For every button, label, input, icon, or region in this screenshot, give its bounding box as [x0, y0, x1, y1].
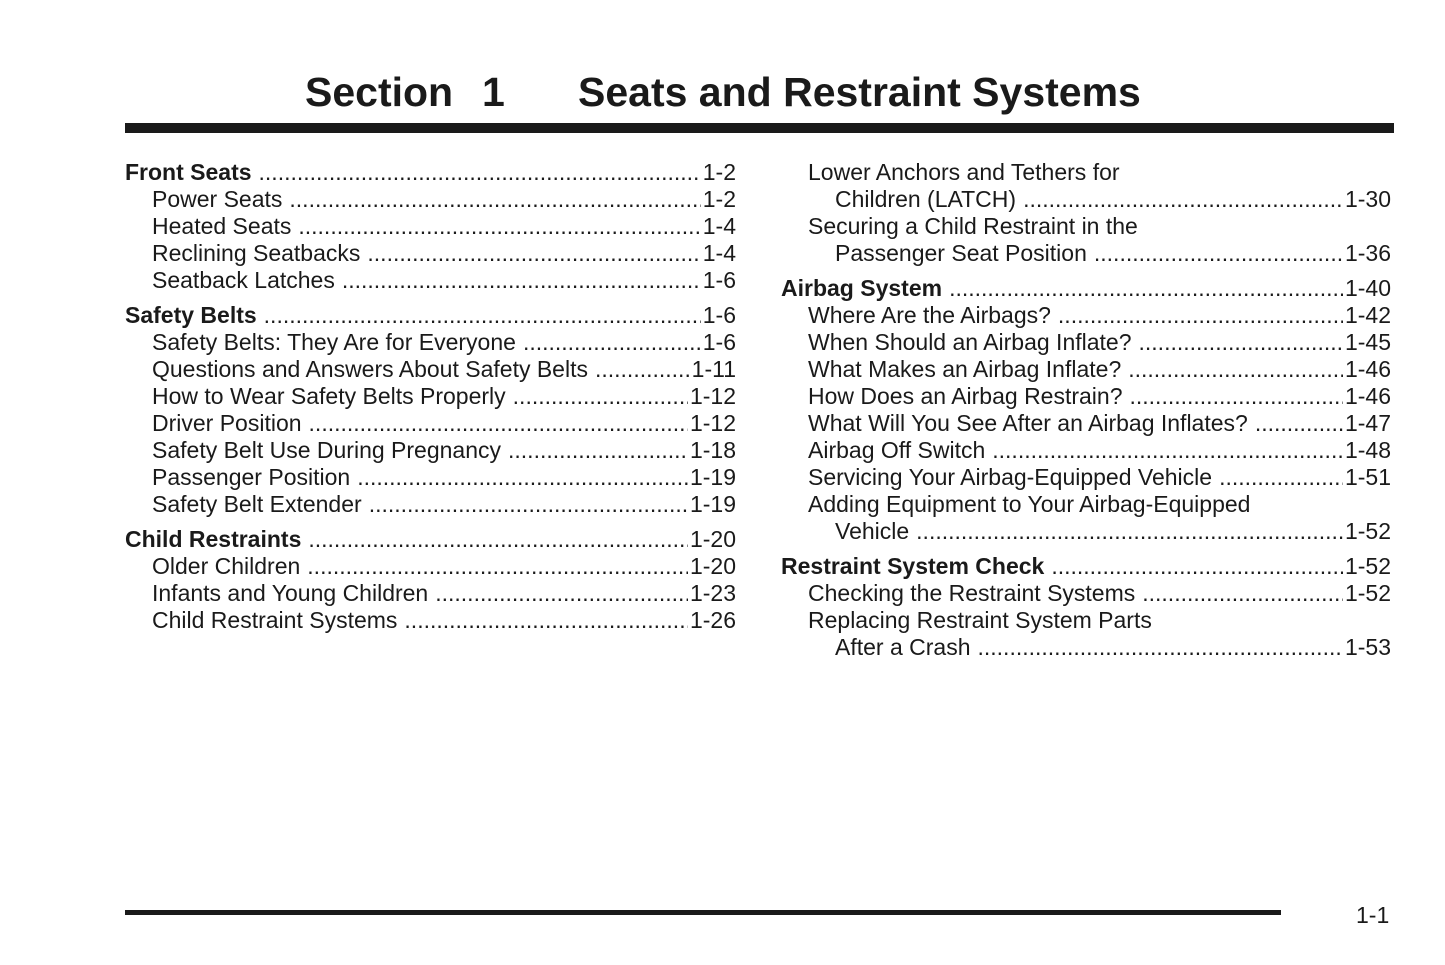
- toc-group-restraint-check: [781, 553, 1391, 661]
- toc-entry-infants[interactable]: Infants and Young Children ..... 1-23: [125, 580, 736, 607]
- toc-entry-latch-line1[interactable]: Lower Anchors and Tethers for: [808, 159, 1120, 185]
- toc-entry-front-seats[interactable]: Front Seats ..... 1-2: [125, 159, 736, 186]
- toc-entry-checking[interactable]: Checking the Restraint Systems ..... 1-52: [781, 580, 1391, 607]
- footer-rule: [125, 910, 1281, 915]
- toc-entry-pregnancy[interactable]: Safety Belt Use During Pregnancy ..... 1-18: [125, 437, 736, 464]
- section-label: Section: [305, 69, 454, 115]
- toc-entry-off-switch[interactable]: Airbag Off Switch ..... 1-48: [781, 437, 1391, 464]
- toc-entry-servicing[interactable]: Servicing Your Airbag-Equipped Vehicle ..... 1-51: [781, 464, 1391, 491]
- toc-entry-safety-belts-everyone[interactable]: Safety Belts: They Are for Everyone ..... 1-6: [125, 329, 736, 356]
- toc-entry-child-restraint-systems[interactable]: Child Restraint Systems ..... 1-26: [125, 607, 736, 634]
- page-number: 1-1: [1356, 902, 1390, 928]
- toc-entry-replacing-parts[interactable]: After a Crash ..... 1-53: [781, 634, 1391, 661]
- toc-entry-questions-answers[interactable]: Questions and Answers About Safety Belts ..... 1-11: [125, 356, 736, 383]
- toc-group-airbag-system: [781, 275, 1391, 545]
- toc-entry-after-inflates[interactable]: What Will You See After an Airbag Inflates? ..... 1-47: [781, 410, 1391, 437]
- toc-entry-securing[interactable]: Passenger Seat Position ..... 1-36: [781, 240, 1391, 267]
- toc-entry-safety-belts[interactable]: Safety Belts ..... 1-6: [125, 302, 736, 329]
- toc-group-front-seats: [125, 159, 736, 294]
- section-header: [125, 64, 1394, 120]
- toc-group-child-continued: [781, 159, 1391, 267]
- section-title: Seats and Restraint Systems: [578, 69, 1141, 115]
- toc-entry-restraint-check[interactable]: Restraint System Check ..... 1-52: [781, 553, 1391, 580]
- toc-entry-older-children[interactable]: Older Children ..... 1-20: [125, 553, 736, 580]
- toc-entry-replacing-line1[interactable]: Replacing Restraint System Parts: [808, 607, 1152, 633]
- header-rule: [125, 123, 1394, 133]
- toc-entry-power-seats[interactable]: Power Seats ..... 1-2: [125, 186, 736, 213]
- toc-entry-passenger-position[interactable]: Passenger Position ..... 1-19: [125, 464, 736, 491]
- toc-entry-when-inflate[interactable]: When Should an Airbag Inflate? ..... 1-45: [781, 329, 1391, 356]
- toc-entry-seatback-latches[interactable]: Seatback Latches ..... 1-6: [125, 267, 736, 294]
- toc-entry-how-to-wear[interactable]: How to Wear Safety Belts Properly ..... 1-12: [125, 383, 736, 410]
- toc-entry-belt-extender[interactable]: Safety Belt Extender ..... 1-19: [125, 491, 736, 518]
- toc-entry-securing-line1[interactable]: Securing a Child Restraint in the: [808, 213, 1138, 239]
- toc-right-column: [781, 159, 1391, 661]
- toc-entry-heated-seats[interactable]: Heated Seats ..... 1-4: [125, 213, 736, 240]
- toc-entry-latch[interactable]: Children (LATCH) ..... 1-30: [781, 186, 1391, 213]
- toc-entry-driver-position[interactable]: Driver Position ..... 1-12: [125, 410, 736, 437]
- toc-entry-where-airbags[interactable]: Where Are the Airbags? ..... 1-42: [781, 302, 1391, 329]
- toc-group-child-restraints: [125, 526, 736, 634]
- toc-entry-airbag-system[interactable]: Airbag System ..... 1-40: [781, 275, 1391, 302]
- toc-entry-how-restrain[interactable]: How Does an Airbag Restrain? ..... 1-46: [781, 383, 1391, 410]
- section-number: 1: [482, 69, 505, 115]
- toc-entry-child-restraints[interactable]: Child Restraints ..... 1-20: [125, 526, 736, 553]
- toc-entry-adding-line1[interactable]: Adding Equipment to Your Airbag-Equipped: [808, 491, 1251, 517]
- toc-entry-what-makes-inflate[interactable]: What Makes an Airbag Inflate? ..... 1-46: [781, 356, 1391, 383]
- toc-left-column: [125, 159, 736, 634]
- toc-entry-reclining-seatbacks[interactable]: Reclining Seatbacks ..... 1-4: [125, 240, 736, 267]
- toc-entry-adding-equipment[interactable]: Vehicle ..... 1-52: [781, 518, 1391, 545]
- toc-group-safety-belts: [125, 302, 736, 518]
